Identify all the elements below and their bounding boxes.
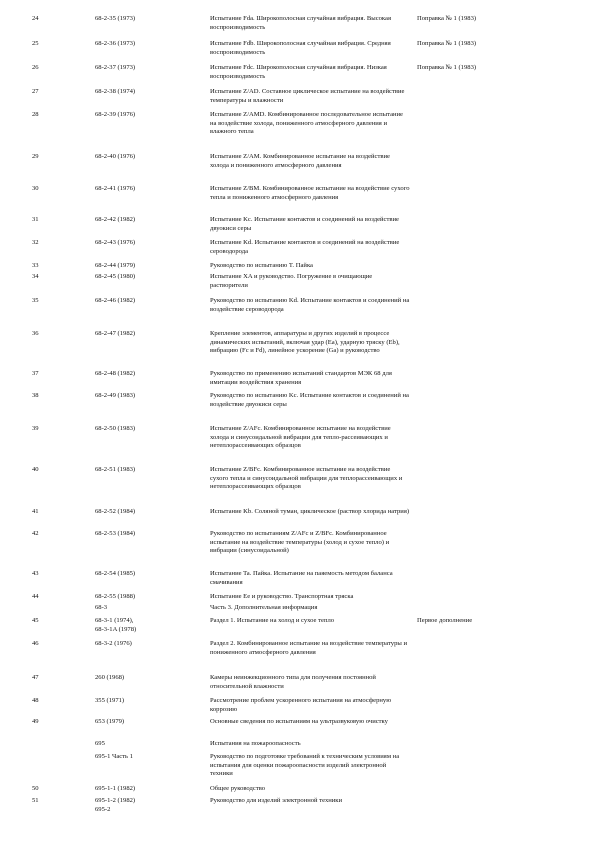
standard-code: 68-2-47 (1982): [95, 330, 136, 337]
row-number: 42: [32, 530, 39, 537]
row-number: 31: [32, 216, 39, 223]
row-number: 37: [32, 370, 39, 377]
standard-code: 68-2-50 (1983): [95, 425, 136, 432]
standard-title: Испытание Fdc. Широкополосная случайная вибрация. Низкая воспроизводимость: [210, 64, 387, 80]
row-number: 51: [32, 797, 39, 804]
standard-code: 68-2-51 (1983): [95, 466, 136, 473]
standard-title: Испытание XA и руководство. Погружение в очищающие растворители: [210, 273, 373, 289]
standard-title: Руководство по испытаниям Z/AFc и Z/BFc. Комбинированное испытание на воздействие температуры (холод и сухое тепло) и вибрации (синусоидальной): [210, 530, 390, 555]
row-number: 40: [32, 466, 39, 473]
standard-code: 68-3-1 (1974), 68-3-1A (1978): [95, 617, 137, 633]
row-number: 46: [32, 640, 39, 647]
standard-code: 695-1-2 (1982) 695-2: [95, 797, 136, 813]
standard-code: 695-1-1 (1982): [95, 785, 136, 792]
standard-code: 68-2-46 (1982): [95, 297, 136, 304]
standard-code: 68-2-39 (1976): [95, 111, 136, 118]
standard-title: Рассмотрение проблем ускоренного испытания на атмосферную коррозию: [210, 697, 392, 713]
row-number: 38: [32, 392, 39, 399]
row-number: 33: [32, 262, 39, 269]
row-number: 26: [32, 64, 39, 71]
standard-title: Испытание Fdb. Широкополосная случайная вибрация. Средняя воспроизводимость: [210, 40, 391, 56]
row-number: 34: [32, 273, 39, 280]
standard-title: Испытание Z/AMD. Комбинированное последовательное испытание на воздействие холода, пониженного атмосферного давления и влажного тепла: [210, 111, 403, 136]
standard-code: 68-3: [95, 604, 108, 611]
standard-code: 68-2-54 (1985): [95, 570, 136, 577]
standard-code: 68-2-49 (1983): [95, 392, 136, 399]
row-number: 27: [32, 88, 39, 95]
standard-code: 355 (1971): [95, 697, 125, 704]
standard-title: Руководство по испытанию Kc. Испытание контактов и соединений на воздействие двуокиси серы: [210, 392, 409, 408]
standard-title: Испытание Ee и руководство. Транспортная тряска: [210, 593, 354, 600]
row-number: 35: [32, 297, 39, 304]
row-number: 45: [32, 617, 39, 624]
standard-title: Руководство по подготовке требований к техническим условиям на испытания для оценки пожароопасности изделий электронной техники: [210, 753, 400, 778]
standard-code: 68-3-2 (1976): [95, 640, 132, 647]
standard-note: Первое дополнение: [417, 617, 473, 624]
standard-title: Раздел 1. Испытание на холод и сухое тепло: [210, 617, 335, 624]
standard-title: Руководство по применению испытаний стандартов МЭК 68 для имитации воздействия хранения: [210, 370, 392, 386]
row-number: 49: [32, 718, 39, 725]
standard-note: Поправка № 1 (1983): [417, 15, 477, 22]
row-number: 29: [32, 153, 39, 160]
standard-code: 260 (1968): [95, 674, 125, 681]
standard-code: 68-2-45 (1980): [95, 273, 136, 280]
standard-title: Испытание Kd. Испытание контактов и соединений на воздействие сероводорода: [210, 239, 400, 255]
standard-title: Основные сведения по испытаниям на ультразвуковую очистку: [210, 718, 388, 725]
row-number: 50: [32, 785, 39, 792]
standard-note: Поправка № 1 (1983): [417, 40, 477, 47]
standard-title: Испытание Z/BFc. Комбинированное испытание на воздействие сухого тепла и синусоидальной вибрации для теплорассеивающих и нетеплорассеивающих образцов: [210, 466, 403, 491]
row-number: 30: [32, 185, 39, 192]
standard-title: Испытание Ta. Пайка. Испытание на паяемость методом баланса смачивания: [210, 570, 393, 586]
standard-title: Руководство по испытанию T. Пайка: [210, 262, 313, 269]
row-number: 43: [32, 570, 39, 577]
standard-title: Раздел 2. Комбинированное испытание на воздействие температуры и пониженного атмосферного давления: [210, 640, 408, 656]
standard-code: 68-2-37 (1973): [95, 64, 136, 71]
row-number: 36: [32, 330, 39, 337]
standard-code: 68-2-41 (1976): [95, 185, 136, 192]
standard-title: Испытание Kc. Испытание контактов и соединений на воздействие двуокиси серы: [210, 216, 399, 232]
row-number: 28: [32, 111, 39, 118]
standard-title: Крепление элементов, аппаратуры и других изделий в процессе динамических испытаний, включая удар (Ea), ударную тряску (Eb), вибрацию (Fc и Fd), линейное ускорение (Ga) и руководство: [210, 330, 400, 355]
standard-title: Испытание Z/AM. Комбинированное испытание на воздействие холода и пониженного атмосферного давления: [210, 153, 390, 169]
row-number: 32: [32, 239, 39, 246]
row-number: 41: [32, 508, 39, 515]
row-number: 44: [32, 593, 39, 600]
standard-code: 68-2-40 (1976): [95, 153, 136, 160]
standard-code: 68-2-53 (1984): [95, 530, 136, 537]
row-number: 47: [32, 674, 39, 681]
standard-code: 68-2-43 (1976): [95, 239, 136, 246]
standard-title: Испытание Z/AD. Составное циклическое испытание на воздействие температуры и влажности: [210, 88, 405, 104]
row-number: 24: [32, 15, 39, 22]
standard-title: Испытания на пожароопасность: [210, 740, 301, 747]
standard-title: Камеры неинжекционного типа для получения постоянной относительной влажности: [210, 674, 376, 690]
standard-code: 653 (1979): [95, 718, 125, 725]
standard-title: Руководство для изделий электронной техники: [210, 797, 343, 804]
row-number: 39: [32, 425, 39, 432]
row-number: 48: [32, 697, 39, 704]
standard-code: 68-2-48 (1982): [95, 370, 136, 377]
standard-code: 695-1 Часть 1: [95, 753, 134, 760]
standard-title: Часть 3. Дополнительная информация: [210, 604, 318, 611]
standard-code: 68-2-35 (1973): [95, 15, 136, 22]
standard-title: Испытание Z/BM. Комбинированное испытание на воздействие сухого тепла и пониженного атмосферного давления: [210, 185, 410, 201]
standard-title: Испытание Fda. Широкополосная случайная вибрация. Высокая воспроизводимость: [210, 15, 391, 31]
standard-code: 68-2-55 (1988): [95, 593, 136, 600]
row-number: 25: [32, 40, 39, 47]
standard-code: 68-2-38 (1974): [95, 88, 136, 95]
standard-code: 68-2-36 (1973): [95, 40, 136, 47]
standard-code: 695: [95, 740, 105, 747]
standard-title: Испытание Z/AFc. Комбинированное испытание на воздействие холода и синусоидальной вибрации для тепло-рассеивающих и нетеплорассеивающих образцов: [210, 425, 391, 450]
standard-title: Испытание Kb. Соляной туман, циклическое (раствор хлорида натрия): [210, 508, 410, 515]
standard-code: 68-2-44 (1979): [95, 262, 136, 269]
standard-title: Руководство по испытанию Kd. Испытание контактов и соединений на воздействие сероводорода: [210, 297, 410, 313]
standard-title: Общее руководство: [210, 785, 266, 792]
standard-code: 68-2-52 (1984): [95, 508, 136, 515]
standard-code: 68-2-42 (1982): [95, 216, 136, 223]
standard-note: Поправка № 1 (1983): [417, 64, 477, 71]
